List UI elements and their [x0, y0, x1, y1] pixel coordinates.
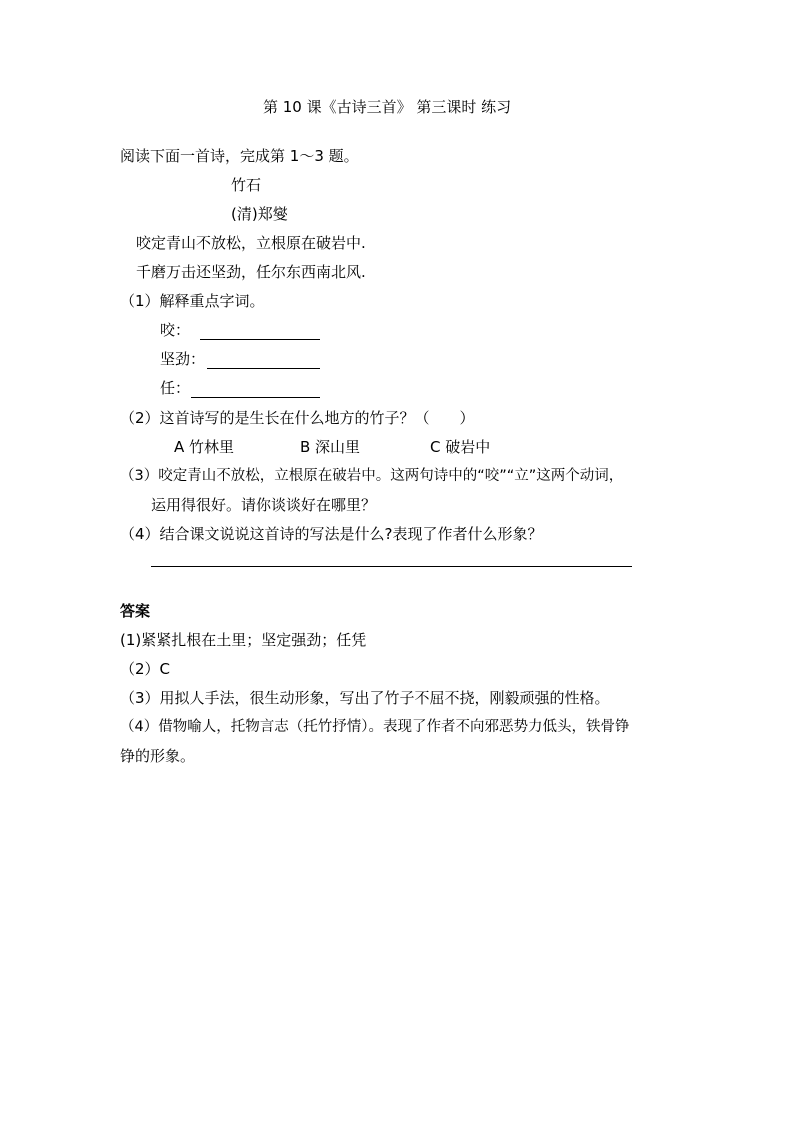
q1-item-label: 任：: [160, 379, 191, 397]
q2-option-b: B 深山里: [300, 438, 361, 456]
question-4: （4）结合课文说说这首诗的写法是什么?表现了作者什么形象？: [120, 525, 543, 543]
answer-3: （3）用拟人手法，很生动形象，写出了竹子不屈不挠，刚毅顽强的性格。: [120, 689, 610, 707]
question-1: （1）解释重点字词。: [120, 292, 265, 310]
q1-item-label: 坚劲：: [160, 350, 206, 368]
q1-answer-blank[interactable]: [200, 339, 320, 340]
answers-heading: 答案: [120, 602, 151, 620]
q2-option-a: A 竹林里: [174, 438, 235, 456]
answer-4: （4）借物喻人，托物言志（托竹抒情）。表现了作者不向邪恶势力低头，铁骨铮: [120, 719, 630, 735]
reading-intro: 阅读下面一首诗，完成第 1～3 题。: [120, 147, 359, 165]
question-3: （3）咬定青山不放松，立根原在破岩中。这两句诗中的“咬”“立”这两个动词，: [120, 468, 624, 484]
poem-author: (清)郑燮: [231, 205, 288, 223]
answer-4-continued: 铮的形象。: [120, 747, 196, 765]
answer-2: （2）C: [120, 660, 171, 678]
poem-line-1: 咬定青山不放松，立根原在破岩中.: [136, 234, 366, 252]
q1-item-label: 咬：: [160, 321, 191, 339]
q1-answer-blank[interactable]: [207, 368, 320, 369]
q4-answer-line[interactable]: [151, 566, 632, 567]
question-2: （2）这首诗写的是生长在什么地方的竹子？（ ）: [120, 409, 475, 427]
poem-line-2: 千磨万击还坚劲，任尔东西南北风.: [136, 263, 366, 281]
poem-title: 竹石: [231, 176, 262, 194]
answer-1: (1)紧紧扎根在土里；坚定强劲；任凭: [120, 631, 367, 649]
page-title: 第 10 课《古诗三首》 第三课时 练习: [263, 98, 512, 116]
q1-answer-blank[interactable]: [191, 397, 320, 398]
q2-option-c: C 破岩中: [430, 438, 491, 456]
question-3-continued: 运用得很好。请你谈谈好在哪里？: [151, 496, 377, 514]
